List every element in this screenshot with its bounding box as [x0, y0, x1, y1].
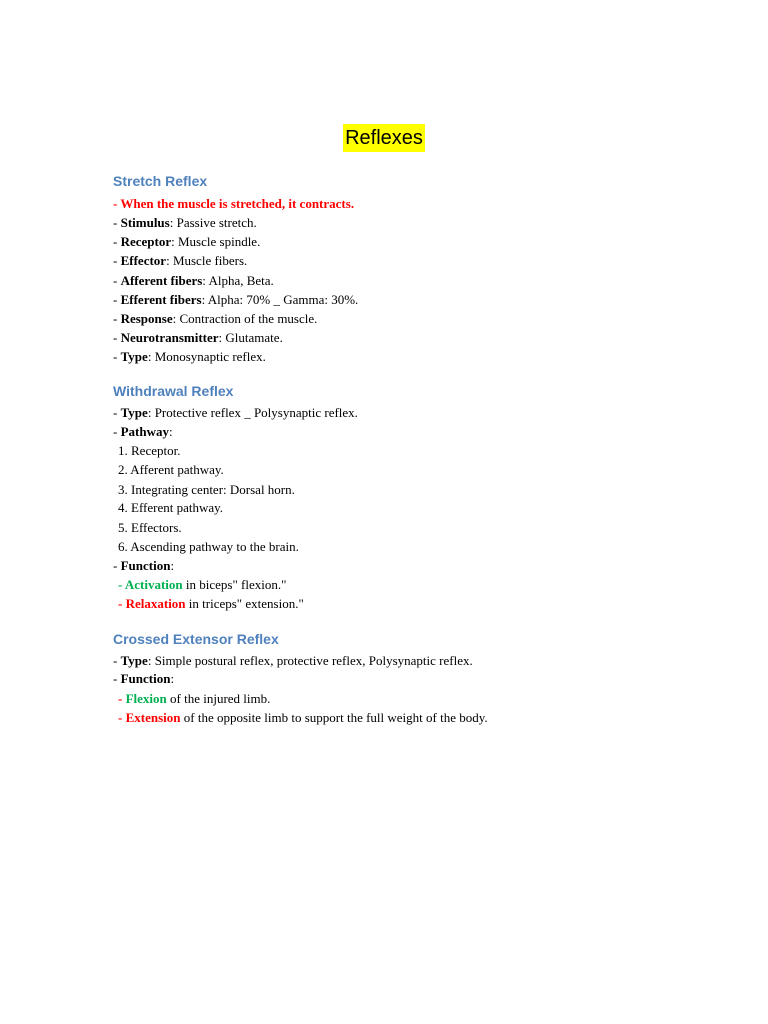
crossed-function-label: - Function: [113, 671, 175, 686]
stretch-item: - Response: Contraction of the muscle. [113, 311, 318, 326]
withdrawal-pathway-label: - Pathway: [113, 424, 173, 439]
pathway-step: 6. Ascending pathway to the brain. [118, 539, 299, 554]
stretch-item: - Effector: Muscle fibers. [113, 253, 248, 268]
pathway-step: 1. Receptor. [118, 443, 181, 458]
withdrawal-type: - Type: Protective reflex _ Polysynaptic reflex. [113, 405, 358, 420]
withdrawal-function-label: - Function: [113, 558, 175, 573]
stretch-item: - Stimulus: Passive stretch. [113, 215, 257, 230]
function-item-relaxation: - Relaxation in triceps" extension." [118, 596, 304, 611]
stretch-item: - Receptor: Muscle spindle. [113, 234, 261, 249]
section-heading-crossed: Crossed Extensor Reflex [113, 631, 279, 647]
function-item-flexion: - Flexion of the injured limb. [118, 691, 271, 706]
pathway-step: 3. Integrating center: Dorsal horn. [118, 482, 295, 497]
page-title: Reflexes [343, 124, 425, 152]
pathway-step: 4. Efferent pathway. [118, 500, 224, 515]
stretch-item: - Efferent fibers: Alpha: 70% _ Gamma: 30%. [113, 292, 359, 307]
title-container [0, 124, 768, 152]
pathway-step: 5. Effectors. [118, 520, 182, 535]
stretch-definition: - When the muscle is stretched, it contracts. [113, 196, 355, 211]
function-item-activation: - Activation in biceps" flexion." [118, 577, 287, 592]
crossed-type: - Type: Simple postural reflex, protective reflex, Polysynaptic reflex. [113, 653, 473, 668]
stretch-item: - Type: Monosynaptic reflex. [113, 349, 266, 364]
section-heading-stretch: Stretch Reflex [113, 173, 208, 189]
stretch-item: - Neurotransmitter: Glutamate. [113, 330, 283, 345]
stretch-item: - Afferent fibers: Alpha, Beta. [113, 273, 274, 288]
function-item-extension: - Extension of the opposite limb to support the full weight of the body. [118, 710, 488, 725]
pathway-step: 2. Afferent pathway. [118, 462, 224, 477]
section-heading-withdrawal: Withdrawal Reflex [113, 383, 234, 399]
